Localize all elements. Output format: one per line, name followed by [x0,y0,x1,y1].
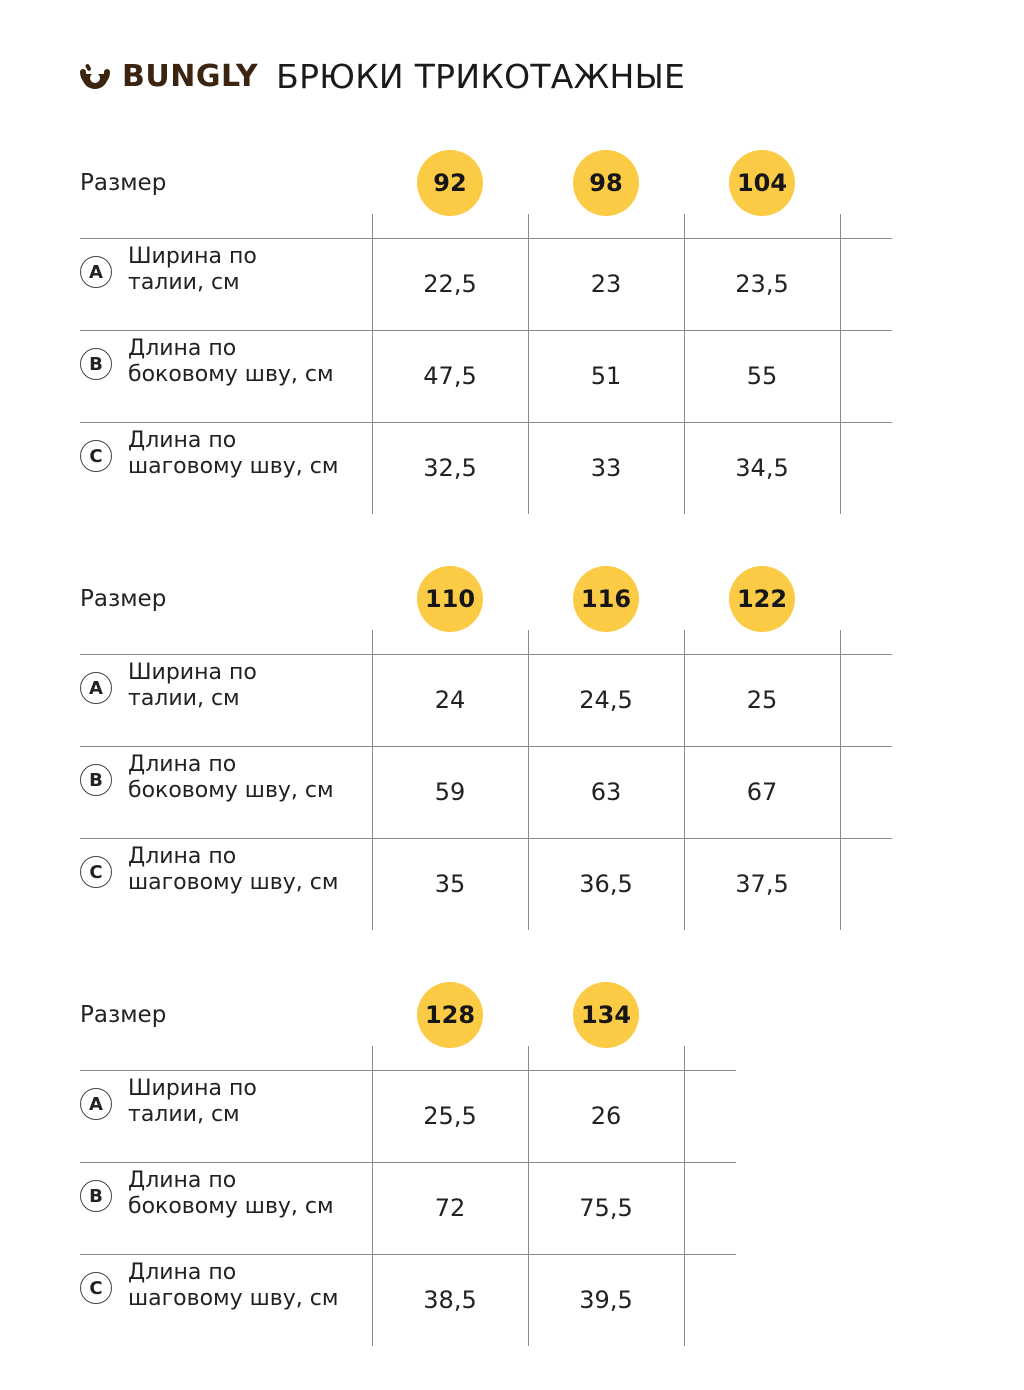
measurement-label: Ширина по талии, см [128,1076,257,1127]
size-badge: 134 [573,982,639,1048]
measurement-value: 26 [590,1102,622,1130]
size-label: Размер [80,170,167,196]
measurement-label: Длина по боковому шву, см [128,336,334,387]
measurement-value: 37,5 [735,870,789,898]
measurement-value: 22,5 [423,270,477,298]
measurement-label: Ширина по талии, см [128,660,257,711]
size-table [80,150,900,530]
column-divider [684,1046,685,1346]
column-divider [840,214,841,514]
measurement-value: 33 [590,454,622,482]
size-table [80,566,900,946]
size-label: Размер [80,1002,167,1028]
measurement-value: 38,5 [423,1286,477,1314]
measurement-letter-badge: B [80,1180,112,1212]
measurement-label: Длина по шаговому шву, см [128,1260,339,1311]
measurement-label: Ширина по талии, см [128,244,257,295]
column-divider [840,630,841,930]
measurement-value: 75,5 [579,1194,633,1222]
measurement-value: 36,5 [579,870,633,898]
row-divider [80,1070,736,1071]
size-badge: 116 [573,566,639,632]
page-header [80,52,685,100]
size-badge: 128 [417,982,483,1048]
size-label: Размер [80,586,167,612]
size-badge: 92 [417,150,483,216]
page-title: БРЮКИ ТРИКОТАЖНЫЕ [276,56,686,96]
measurement-value: 39,5 [579,1286,633,1314]
size-badge: 104 [729,150,795,216]
row-divider [80,422,892,423]
measurement-letter-badge: B [80,764,112,796]
measurement-value: 25 [746,686,778,714]
measurement-value: 67 [746,778,778,806]
measurement-value: 55 [746,362,778,390]
measurement-letter-badge: A [80,672,112,704]
row-divider [80,746,892,747]
measurement-value: 24,5 [579,686,633,714]
row-divider [80,330,892,331]
row-divider [80,838,892,839]
measurement-value: 23,5 [735,270,789,298]
measurement-value: 59 [434,778,466,806]
measurement-value: 25,5 [423,1102,477,1130]
row-divider [80,1162,736,1163]
bungly-logo-icon [80,61,110,91]
measurement-letter-badge: C [80,440,112,472]
measurement-label: Длина по шаговому шву, см [128,428,339,479]
measurement-value: 72 [434,1194,466,1222]
measurement-letter-badge: A [80,256,112,288]
measurement-letter-badge: C [80,856,112,888]
measurement-value: 63 [590,778,622,806]
row-divider [80,238,892,239]
measurement-value: 23 [590,270,622,298]
measurement-value: 35 [434,870,466,898]
row-divider [80,1254,736,1255]
measurement-letter-badge: B [80,348,112,380]
measurement-value: 34,5 [735,454,789,482]
measurement-label: Длина по шаговому шву, см [128,844,339,895]
size-badge: 110 [417,566,483,632]
size-table [80,982,900,1362]
measurement-letter-badge: A [80,1088,112,1120]
measurement-value: 47,5 [423,362,477,390]
measurement-value: 51 [590,362,622,390]
measurement-value: 32,5 [423,454,477,482]
measurement-value: 24 [434,686,466,714]
measurement-letter-badge: C [80,1272,112,1304]
row-divider [80,654,892,655]
measurement-label: Длина по боковому шву, см [128,1168,334,1219]
size-badge: 98 [573,150,639,216]
size-badge: 122 [729,566,795,632]
measurement-label: Длина по боковому шву, см [128,752,334,803]
brand-name: BUNGLY [122,58,259,94]
